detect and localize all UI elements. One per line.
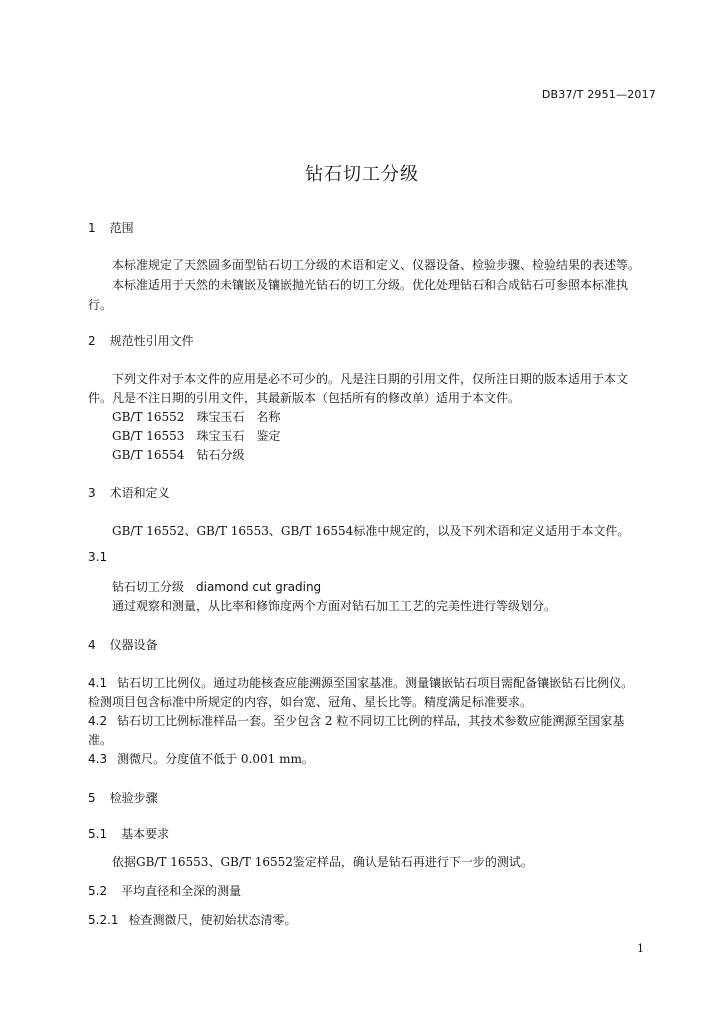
subsection-title: 平均直径和全深的测量 <box>121 884 242 898</box>
clause-text: 钻石切工比例标准样品一套。至少包含 2 粒不同切工比例的样品，其技术参数应能溯源至国家基 <box>117 714 625 728</box>
subsection-number: 3.1 <box>88 550 108 564</box>
document-title: 钻石切工分级 <box>305 164 419 185</box>
subsection-5-1-heading <box>88 825 660 843</box>
clause-number: 4.1 <box>88 676 108 690</box>
section-number: 4 <box>88 638 96 652</box>
paragraph-line: 本标准适用于天然的未镶嵌及镶嵌抛光钻石的切工分级。优化处理钻石和合成钻石可参照本标准执 <box>112 278 629 292</box>
clause-4-1 <box>88 674 660 692</box>
term-definition: 通过观察和测量，从比率和修饰度两个方面对钻石加工工艺的完美性进行等级划分。 <box>112 599 557 613</box>
section-number: 2 <box>88 334 96 348</box>
section-number: 3 <box>88 486 96 500</box>
term-entry: 钻石切工分级 diamond cut grading <box>112 580 322 594</box>
section-2-heading <box>88 332 660 350</box>
clause-number: 4.3 <box>88 752 108 766</box>
clause-text: 检查测微尺，使初始状态清零。 <box>128 913 297 927</box>
clause-number: 5.2.1 <box>88 913 119 927</box>
section-number: 1 <box>88 221 96 235</box>
paragraph-line: 检测项目包含标准中所规定的内容，如台宽、冠角、星长比等。精度满足标准要求。 <box>88 695 533 709</box>
section-4-heading <box>88 636 660 654</box>
reference-item: GB/T 16553 珠宝玉石 鉴定 <box>112 429 281 443</box>
section-title: 检验步骤 <box>109 791 158 805</box>
clause-number: 4.2 <box>88 714 108 728</box>
paragraph-line: 件。凡是不注日期的引用文件，其最新版本（包括所有的修改单）适用于本文件。 <box>88 391 521 405</box>
subsection-title: 基本要求 <box>121 827 170 841</box>
paragraph-line: 准。 <box>88 733 113 747</box>
page-number: 1 <box>637 942 644 955</box>
subsection-number: 5.1 <box>88 827 108 841</box>
clause-text: 测微尺。分度值不低于 0.001 mm。 <box>117 752 314 766</box>
clause-5-2-1 <box>88 911 660 929</box>
reference-item: GB/T 16554 钻石分级 <box>112 448 245 462</box>
section-title: 术语和定义 <box>109 486 170 500</box>
section-3-heading <box>88 484 660 502</box>
paragraph-line: GB/T 16552、GB/T 16553、GB/T 16554标准中规定的，以及下列术语和定义适用于本文件。 <box>112 524 630 538</box>
section-title: 仪器设备 <box>109 638 158 652</box>
section-title: 范围 <box>109 221 134 235</box>
paragraph-line: 行。 <box>88 298 113 312</box>
clause-4-3 <box>88 750 660 768</box>
section-title: 规范性引用文件 <box>109 334 194 348</box>
paragraph-line: 本标准规定了天然圆多面型钻石切工分级的术语和定义、仪器设备、检验步骤、检验结果的表述等。 <box>112 258 641 272</box>
section-number: 5 <box>88 791 96 805</box>
section-5-heading <box>88 789 660 807</box>
clause-text: 钻石切工比例仪。通过功能核查应能溯源至国家基准。测量镶嵌钻石项目需配备镶嵌钻石比例仪。 <box>117 676 634 690</box>
reference-item: GB/T 16552 珠宝玉石 名称 <box>112 410 281 424</box>
paragraph-line: 依据GB/T 16553、GB/T 16552鉴定样品，确认是钻石再进行下一步的测试。 <box>112 855 533 869</box>
subsection-number: 5.2 <box>88 884 108 898</box>
paragraph-line: 下列文件对于本文件的应用是必不可少的。凡是注日期的引用文件，仅所注日期的版本适用于本文 <box>112 372 629 386</box>
clause-4-2 <box>88 712 660 730</box>
document-code: DB37/T 2951—2017 <box>541 88 656 101</box>
section-1-heading <box>88 219 660 237</box>
subsection-5-2-heading <box>88 882 660 900</box>
